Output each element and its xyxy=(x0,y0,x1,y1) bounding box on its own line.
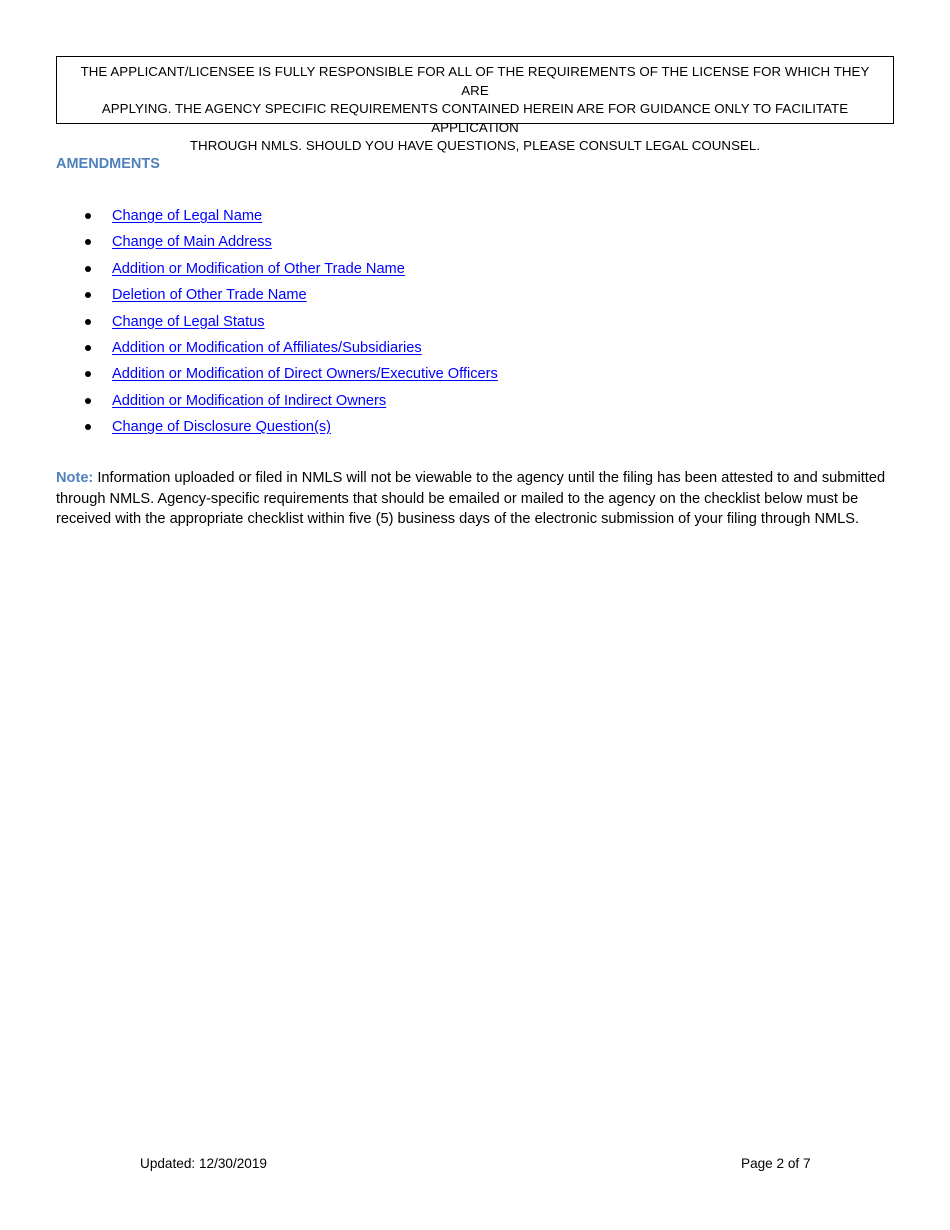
list-item xyxy=(56,416,498,442)
bullet-icon xyxy=(85,424,91,430)
section-heading-amendments: AMENDMENTS xyxy=(56,156,160,172)
list-item xyxy=(56,284,498,310)
list-item xyxy=(56,363,498,389)
footer-page-number: Page 2 of 7 xyxy=(741,1156,811,1171)
disclaimer-line-1: THE APPLICANT/LICENSEE IS FULLY RESPONSIBLE FOR ALL OF THE REQUIREMENTS OF THE LICENSE FOR WHICH THEY ARE xyxy=(80,64,870,98)
list-item xyxy=(56,231,498,257)
link-direct-owners-executive-officers[interactable]: Addition or Modification of Direct Owners/Executive Officers xyxy=(112,366,498,383)
link-other-trade-name-modification[interactable]: Addition or Modification of Other Trade Name xyxy=(112,260,405,277)
bullet-icon xyxy=(85,319,91,325)
disclaimer-line-2: APPLYING. THE AGENCY SPECIFIC REQUIREMENTS CONTAINED HEREIN ARE FOR GUIDANCE ONLY TO FACILITATE APPLICATION xyxy=(101,101,849,135)
link-change-of-legal-name[interactable]: Change of Legal Name xyxy=(112,208,263,224)
list-item xyxy=(56,390,498,416)
bullet-icon xyxy=(85,292,91,298)
bullet-icon xyxy=(85,398,91,404)
link-deletion-of-other-trade-name[interactable]: Deletion of Other Trade Name xyxy=(112,287,307,304)
bullet-icon xyxy=(85,213,91,219)
list-item xyxy=(56,258,498,284)
bullet-icon xyxy=(85,371,91,377)
list-item xyxy=(56,337,498,363)
note-paragraph xyxy=(56,468,901,530)
link-change-of-legal-status[interactable]: Change of Legal Status xyxy=(112,313,265,330)
list-item xyxy=(56,311,498,337)
link-disclosure-questions[interactable]: Change of Disclosure Question(s) xyxy=(112,419,332,436)
list-item xyxy=(56,205,498,231)
note-label: Note: xyxy=(56,470,94,486)
note-text: Information uploaded or filed in NMLS will not be viewable to the agency until the filing has been attested to and submitted through NMLS. Agency-specific requirements that should be emailed or mailed to the agency on the checklist below must be received with the appropriate checklist within five (5) business days of the electronic submission of your filing through NMLS. xyxy=(56,470,886,527)
amendments-link-list xyxy=(56,205,498,443)
link-affiliates-subsidiaries[interactable]: Addition or Modification of Affiliates/Subsidiaries xyxy=(112,339,422,356)
footer-updated-date: Updated: 12/30/2019 xyxy=(140,1156,267,1171)
link-indirect-owners[interactable]: Addition or Modification of Indirect Owners xyxy=(112,392,387,409)
link-change-of-main-address[interactable]: Change of Main Address xyxy=(112,234,272,251)
bullet-icon xyxy=(85,239,91,245)
disclaimer-box xyxy=(56,56,894,153)
bullet-icon xyxy=(85,266,91,272)
disclaimer-line-3: THROUGH NMLS. SHOULD YOU HAVE QUESTIONS, PLEASE CONSULT LEGAL COUNSEL. xyxy=(189,138,761,153)
bullet-icon xyxy=(85,345,91,351)
